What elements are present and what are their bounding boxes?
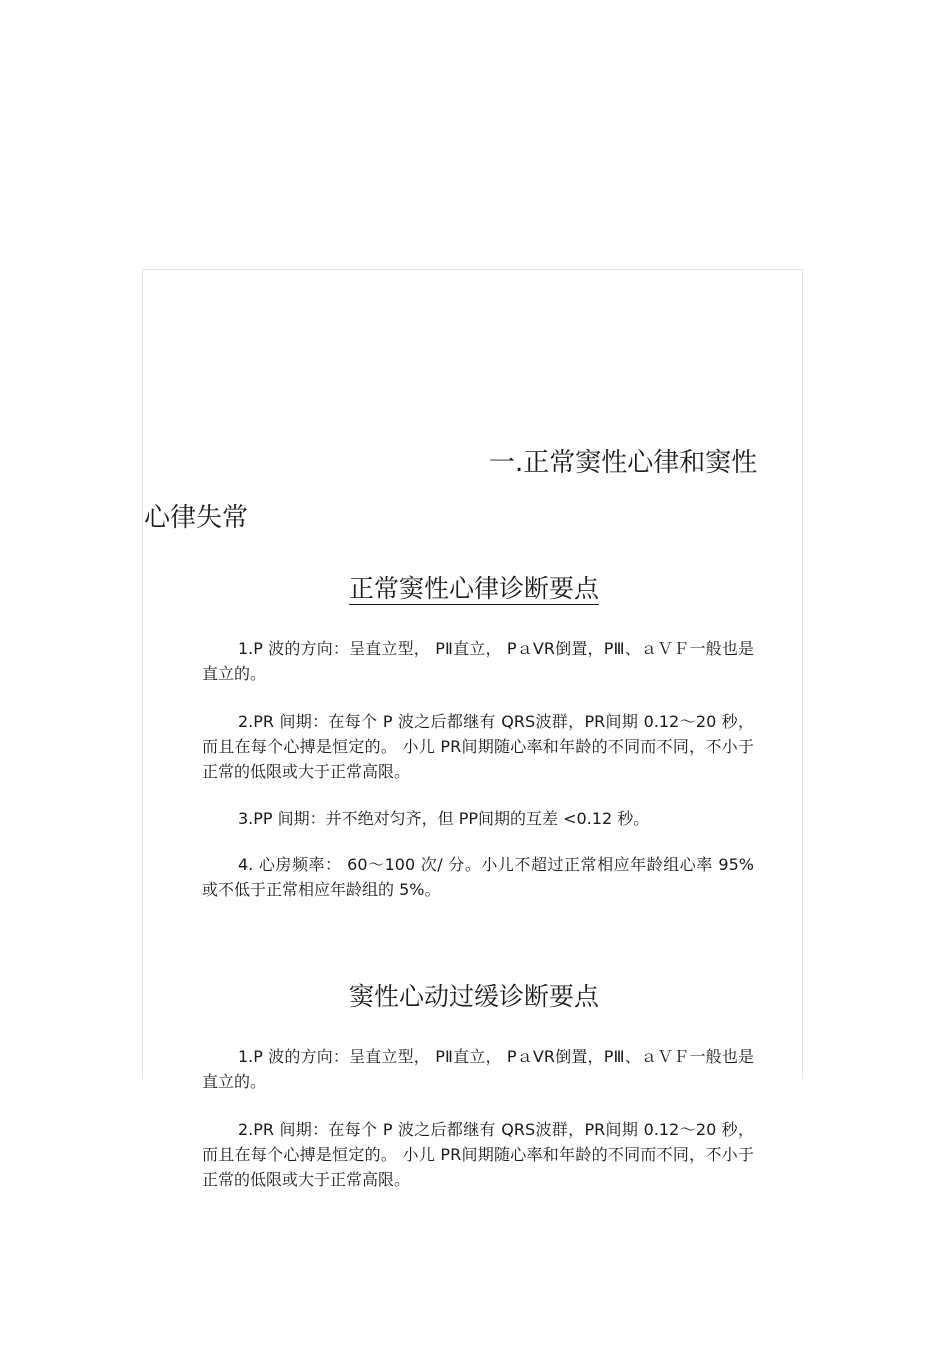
paragraph-pr-interval: 2.PR 间期：在每个 P 波之后都继有 QRS波群，PR间期 0.12～20 秒，而且在每个心搏是恒定的。 小儿 PR间期随心率和年龄的不同而不同，不小于正常的低限或大于正常高限。 [202,712,754,781]
section-heading-normal-sinus [349,572,639,606]
paragraph-atrial-rate: 4. 心房频率： 60～100 次/ 分。小儿不超过正常相应年龄组心率 95%或不低于正常相应年龄组的 5%。 [202,855,754,899]
paragraph-p-wave-2: 1.P 波的方向：呈直立型， PⅡ直立， PａVR倒置，PⅢ、ａＶＦ一般也是直立的。 [202,1047,754,1091]
section-heading-text: 正常窦性心律诊断要点 [349,574,600,603]
paragraph-pp-interval: 3.PP 间期：并不绝对匀齐，但 PP间期的互差 <0.12 秒。 [238,809,650,828]
paragraph-pr-interval-2: 2.PR 间期：在每个 P 波之后都继有 QRS波群，PR间期 0.12～20 秒，而且在每个心搏是恒定的。 小儿 PR间期随心率和年龄的不同而不同，不小于正常的低限或大于正常高限。 [202,1120,754,1189]
chapter-title-line1: 一.正常窦性心律和窦性 [489,448,758,478]
paragraph-p-wave: 1.P 波的方向：呈直立型， PⅡ直立， PａVR倒置，PⅢ、ａＶＦ一般也是直立的。 [202,639,754,683]
chapter-title-line2: 心律失常 [144,503,249,533]
section-heading-sinus-bradycardia: 窦性心动过缓诊断要点 [349,982,600,1011]
